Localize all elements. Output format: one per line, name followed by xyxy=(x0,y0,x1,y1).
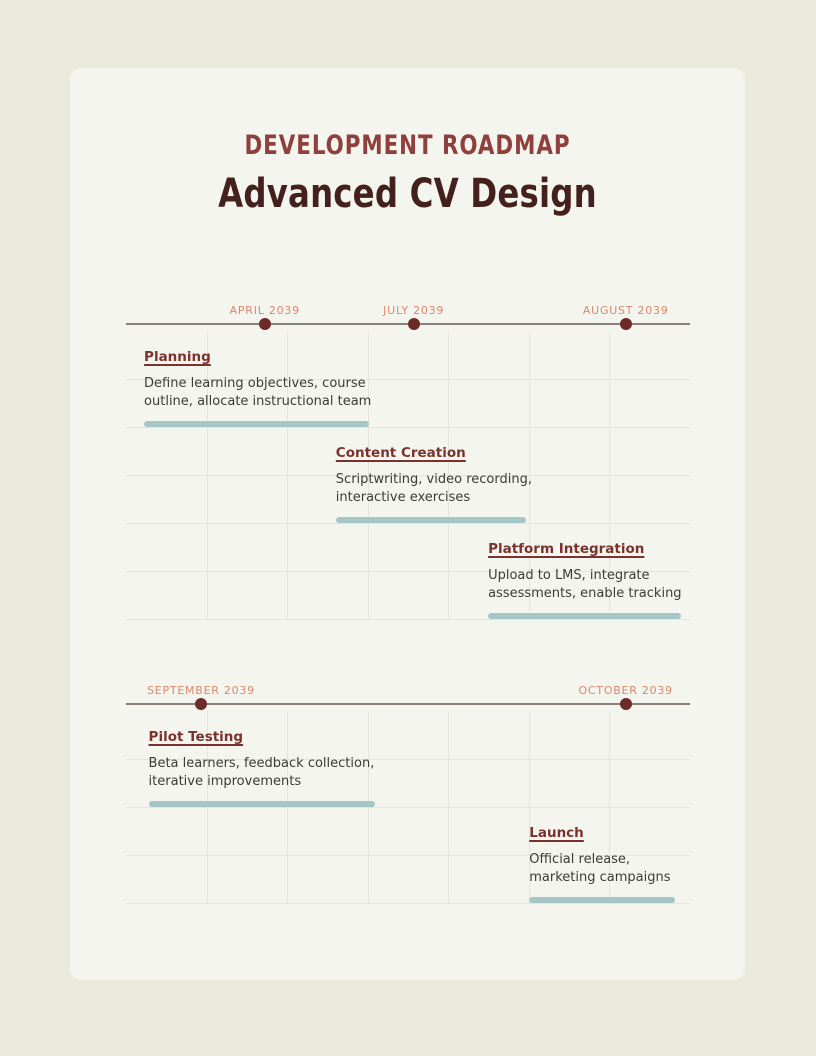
grid-2 xyxy=(126,711,690,903)
milestone-progress-bar xyxy=(144,421,369,427)
timeline-axis-1 xyxy=(126,317,690,331)
gridline-horizontal xyxy=(126,903,690,904)
milestone-title[interactable]: Pilot Testing xyxy=(148,729,244,745)
timeline-marker-dot xyxy=(195,698,207,710)
page-title: Advanced CV Design xyxy=(218,171,597,217)
milestone xyxy=(149,729,379,807)
gridline-horizontal xyxy=(126,427,690,428)
timeline-marker-dot xyxy=(620,318,632,330)
milestone xyxy=(336,445,541,523)
date-label: AUGUST 2039 xyxy=(582,304,669,317)
date-label: JULY 2039 xyxy=(383,304,445,317)
milestone-progress-bar xyxy=(149,801,375,807)
milestone-title[interactable]: Platform Integration xyxy=(488,541,645,557)
gridline-horizontal xyxy=(126,807,690,808)
timeline-marker-dot xyxy=(620,698,632,710)
timeline-marker-dot xyxy=(259,318,271,330)
grid-1 xyxy=(126,331,690,619)
gridline-horizontal xyxy=(126,523,690,524)
milestone xyxy=(144,349,382,427)
milestone-description: Scriptwriting, video recording, interactive exercises xyxy=(335,472,532,506)
milestone xyxy=(488,541,693,619)
timeline-section-1 xyxy=(126,293,690,619)
date-label: OCTOBER 2039 xyxy=(578,684,673,697)
gridline-horizontal xyxy=(126,619,690,620)
timeline-marker-dot xyxy=(408,318,420,330)
date-label-row-1 xyxy=(126,293,690,317)
axis-line xyxy=(126,703,690,705)
milestone-description: Upload to LMS, integrate assessments, enable tracking xyxy=(488,568,682,602)
milestone-progress-bar xyxy=(488,613,681,619)
milestone-description: Define learning objectives, course outline, allocate instructional team xyxy=(144,376,372,410)
milestone-description: Official release, marketing campaigns xyxy=(529,852,671,886)
milestone-progress-bar xyxy=(336,517,526,523)
milestone-title[interactable]: Launch xyxy=(529,825,584,841)
milestone-progress-bar xyxy=(529,897,675,903)
timeline-section-2 xyxy=(126,673,690,903)
page-eyebrow: DEVELOPMENT ROADMAP xyxy=(244,130,571,161)
date-label: SEPTEMBER 2039 xyxy=(147,684,255,697)
date-label: APRIL 2039 xyxy=(229,304,300,317)
roadmap-card xyxy=(70,68,745,980)
date-label-row-2 xyxy=(126,673,690,697)
page-header xyxy=(70,132,745,215)
milestone xyxy=(529,825,689,903)
milestone-description: Beta learners, feedback collection, iterative improvements xyxy=(148,756,375,790)
milestone-title[interactable]: Planning xyxy=(144,349,211,365)
timeline-axis-2 xyxy=(126,697,690,711)
milestone-title[interactable]: Content Creation xyxy=(335,445,466,461)
